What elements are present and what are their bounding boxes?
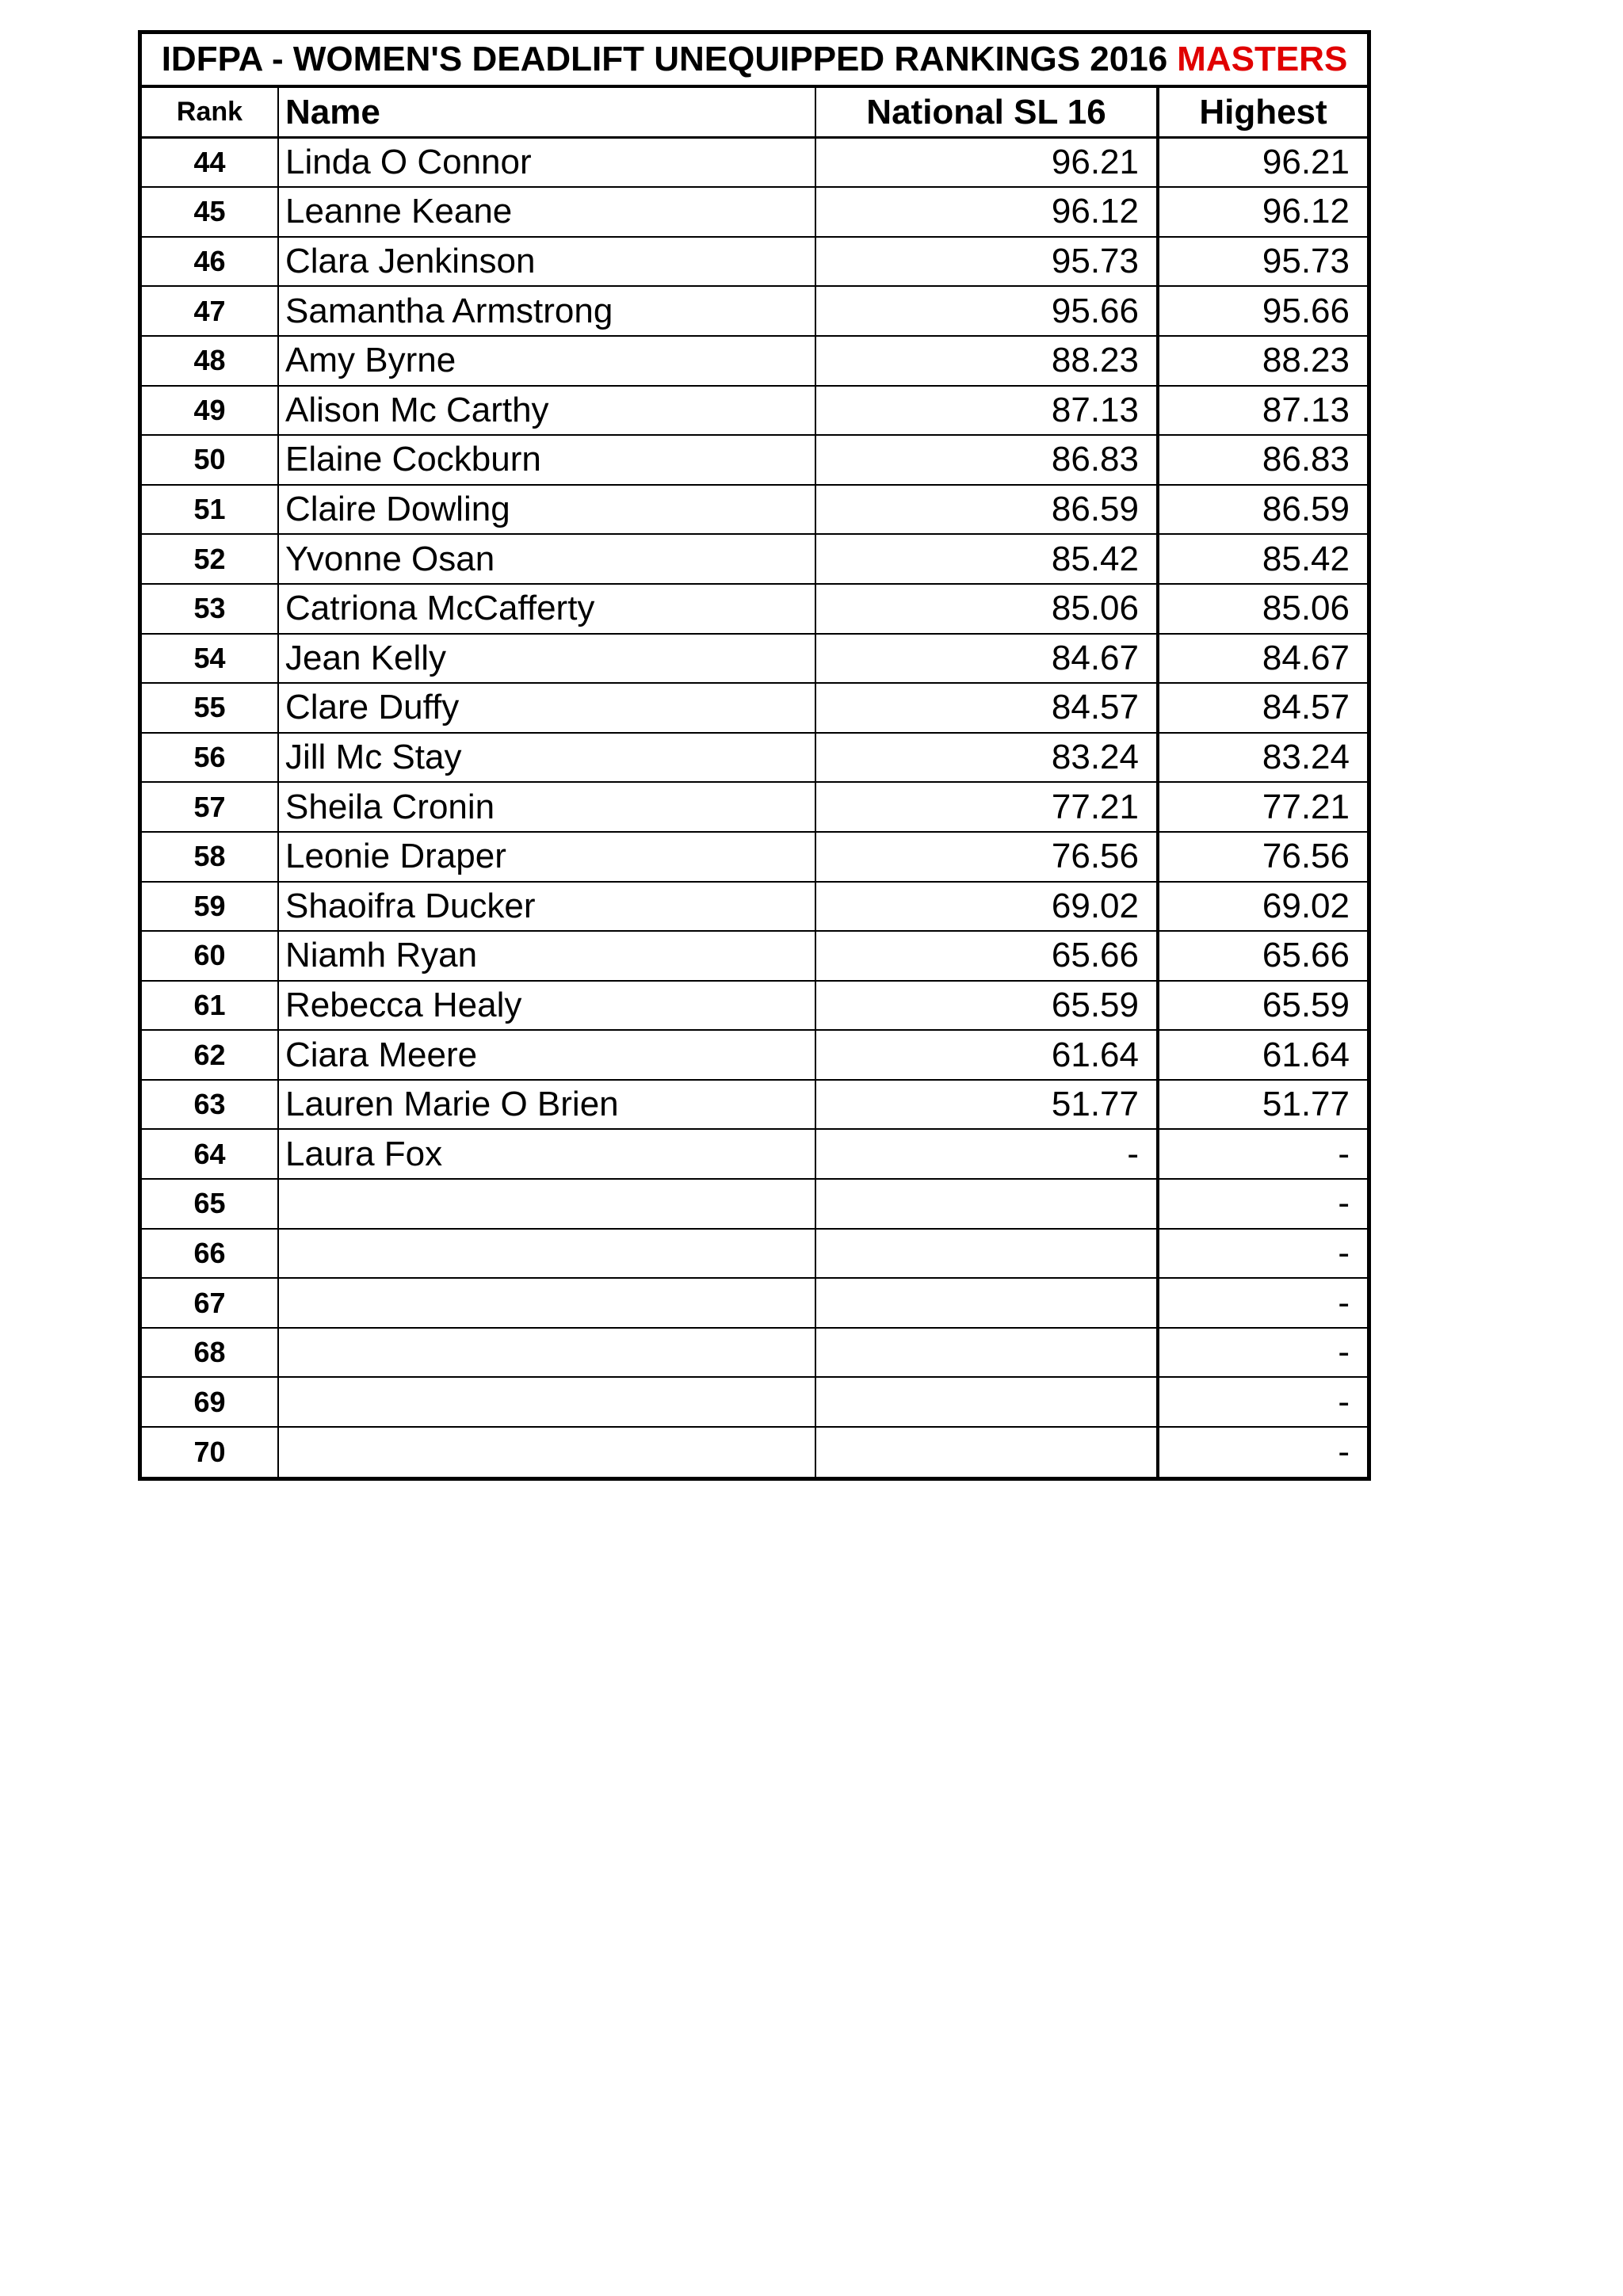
national-cell: [815, 1229, 1158, 1279]
column-header-national: National SL 16: [815, 88, 1158, 138]
national-cell: 95.73: [815, 237, 1158, 287]
rank-cell: 45: [142, 187, 278, 237]
name-cell: Lauren Marie O Brien: [278, 1080, 815, 1130]
name-cell: Catriona McCafferty: [278, 584, 815, 634]
table-row: [142, 534, 1367, 584]
highest-cell: -: [1158, 1129, 1367, 1179]
rank-cell: 58: [142, 832, 278, 882]
table-row: [142, 286, 1367, 336]
table-row: [142, 187, 1367, 237]
name-cell: [278, 1179, 815, 1229]
highest-cell: 61.64: [1158, 1030, 1367, 1080]
table-row: [142, 782, 1367, 832]
name-cell: Leonie Draper: [278, 832, 815, 882]
highest-cell: -: [1338, 1432, 1350, 1471]
highest-cell: 95.73: [1158, 237, 1367, 287]
sheet-title-accent: MASTERS: [1177, 40, 1348, 78]
national-cell: [815, 1377, 1158, 1427]
highest-cell: 85.42: [1158, 534, 1367, 584]
table-row: [142, 832, 1367, 882]
rank-cell: 52: [142, 534, 278, 584]
rank-cell: 67: [142, 1278, 278, 1328]
rank-cell: 50: [142, 435, 278, 485]
table-body: [142, 138, 1367, 1477]
highest-cell: 86.59: [1158, 485, 1367, 535]
highest-cell: -: [1158, 1328, 1367, 1378]
rankings-sheet: [138, 30, 1371, 1481]
name-cell: Rebecca Healy: [278, 981, 815, 1031]
table-row: [142, 931, 1367, 981]
national-cell: 65.66: [815, 931, 1158, 981]
national-cell: 86.59: [815, 485, 1158, 535]
national-cell: 61.64: [815, 1030, 1158, 1080]
column-header-name: Name: [278, 88, 815, 138]
rank-cell: 57: [142, 782, 278, 832]
highest-cell: -: [1158, 1377, 1367, 1427]
name-cell: Ciara Meere: [278, 1030, 815, 1080]
national-cell: 84.57: [815, 683, 1158, 733]
national-cell: [815, 1427, 1158, 1477]
table-row: [142, 485, 1367, 535]
highest-cell: 69.02: [1158, 882, 1367, 932]
table-row: [142, 1179, 1367, 1229]
rank-cell: 46: [142, 237, 278, 287]
national-cell: 85.06: [815, 584, 1158, 634]
name-cell: Alison Mc Carthy: [278, 386, 815, 436]
highest-cell: 83.24: [1158, 733, 1367, 783]
highest-cell: 65.66: [1158, 931, 1367, 981]
name-cell: Sheila Cronin: [278, 782, 815, 832]
table-row: [142, 1080, 1367, 1130]
highest-cell: -: [1158, 1229, 1367, 1279]
highest-cell: 84.57: [1158, 683, 1367, 733]
national-cell: [815, 1328, 1158, 1378]
name-cell: Clara Jenkinson: [278, 237, 815, 287]
highest-cell: 95.66: [1158, 286, 1367, 336]
rankings-table: [142, 88, 1367, 1477]
rank-cell: 64: [142, 1129, 278, 1179]
header-row: [142, 88, 1367, 138]
rank-cell: 47: [142, 286, 278, 336]
highest-cell: 88.23: [1158, 336, 1367, 386]
name-cell: Niamh Ryan: [278, 931, 815, 981]
highest-cell: 86.83: [1158, 435, 1367, 485]
rank-cell: 66: [142, 1229, 278, 1279]
national-cell: 84.67: [815, 634, 1158, 684]
rank-cell: 61: [142, 981, 278, 1031]
highest-cell: 76.56: [1158, 832, 1367, 882]
national-cell: 76.56: [815, 832, 1158, 882]
highest-cell: 96.21: [1158, 138, 1367, 188]
table-row: [142, 435, 1367, 485]
table-row: [142, 1229, 1367, 1279]
name-cell: Samantha Armstrong: [278, 286, 815, 336]
name-cell: Amy Byrne: [278, 336, 815, 386]
table-row: [142, 1427, 1367, 1477]
column-header-rank: Rank: [142, 88, 278, 138]
table-row: [142, 634, 1367, 684]
highest-cell: -: [1158, 1179, 1367, 1229]
national-cell: -: [815, 1129, 1158, 1179]
table-row: [142, 733, 1367, 783]
national-cell: 87.13: [815, 386, 1158, 436]
highest-cell: 51.77: [1158, 1080, 1367, 1130]
rank-cell: 69: [142, 1377, 278, 1427]
national-cell: 83.24: [815, 733, 1158, 783]
name-cell: [278, 1427, 815, 1477]
table-row: [142, 386, 1367, 436]
name-cell: [278, 1278, 815, 1328]
national-cell: [815, 1278, 1158, 1328]
table-row: [142, 683, 1367, 733]
national-cell: 88.23: [815, 336, 1158, 386]
national-cell: 85.42: [815, 534, 1158, 584]
table-row: [142, 584, 1367, 634]
national-cell: [815, 1179, 1158, 1229]
name-cell: Clare Duffy: [278, 683, 815, 733]
table-row: [142, 1377, 1367, 1427]
table-row: [142, 138, 1367, 188]
highest-cell: 65.59: [1158, 981, 1367, 1031]
rank-cell: 55: [142, 683, 278, 733]
rank-cell: 59: [142, 882, 278, 932]
rank-cell: 65: [142, 1179, 278, 1229]
rank-cell: 60: [142, 931, 278, 981]
rank-cell: 62: [142, 1030, 278, 1080]
rank-cell: 56: [142, 733, 278, 783]
table-row: [142, 981, 1367, 1031]
name-cell: Leanne Keane: [278, 187, 815, 237]
name-cell: [278, 1229, 815, 1279]
rank-cell: 63: [142, 1080, 278, 1130]
rank-cell: 68: [142, 1328, 278, 1378]
highest-cell: 77.21: [1158, 782, 1367, 832]
national-cell: 86.83: [815, 435, 1158, 485]
national-cell: 95.66: [815, 286, 1158, 336]
name-cell: [278, 1328, 815, 1378]
rank-cell: 53: [142, 584, 278, 634]
table-row: [142, 1129, 1367, 1179]
name-cell: Linda O Connor: [278, 138, 815, 188]
rank-cell: 48: [142, 336, 278, 386]
name-cell: Jill Mc Stay: [278, 733, 815, 783]
national-cell: 96.21: [815, 138, 1158, 188]
rank-cell: 44: [142, 138, 278, 188]
national-cell: 65.59: [815, 981, 1158, 1031]
name-cell: Claire Dowling: [278, 485, 815, 535]
highest-cell: 96.12: [1158, 187, 1367, 237]
table-row: [142, 1030, 1367, 1080]
name-cell: Elaine Cockburn: [278, 435, 815, 485]
name-cell: Jean Kelly: [278, 634, 815, 684]
national-cell: 51.77: [815, 1080, 1158, 1130]
national-cell: 69.02: [815, 882, 1158, 932]
sheet-title-text: IDFPA - WOMEN'S DEADLIFT UNEQUIPPED RANKINGS 2016: [161, 40, 1168, 78]
name-cell: Yvonne Osan: [278, 534, 815, 584]
table-row: [142, 1278, 1367, 1328]
national-cell: 77.21: [815, 782, 1158, 832]
highest-cell: 85.06: [1158, 584, 1367, 634]
column-header-highest: Highest: [1158, 88, 1367, 138]
highest-cell: 87.13: [1158, 386, 1367, 436]
national-cell: 96.12: [815, 187, 1158, 237]
highest-cell: 84.67: [1158, 634, 1367, 684]
table-row: [142, 1328, 1367, 1378]
name-cell: Shaoifra Ducker: [278, 882, 815, 932]
name-cell: Laura Fox: [278, 1129, 815, 1179]
table-row: [142, 237, 1367, 287]
table-row: [142, 882, 1367, 932]
highest-cell: -: [1158, 1278, 1367, 1328]
sheet-title: [142, 34, 1367, 88]
name-cell: [278, 1377, 815, 1427]
rank-cell: 70: [142, 1427, 278, 1477]
rank-cell: 51: [142, 485, 278, 535]
table-row: [142, 336, 1367, 386]
rank-cell: 49: [142, 386, 278, 436]
rank-cell: 54: [142, 634, 278, 684]
